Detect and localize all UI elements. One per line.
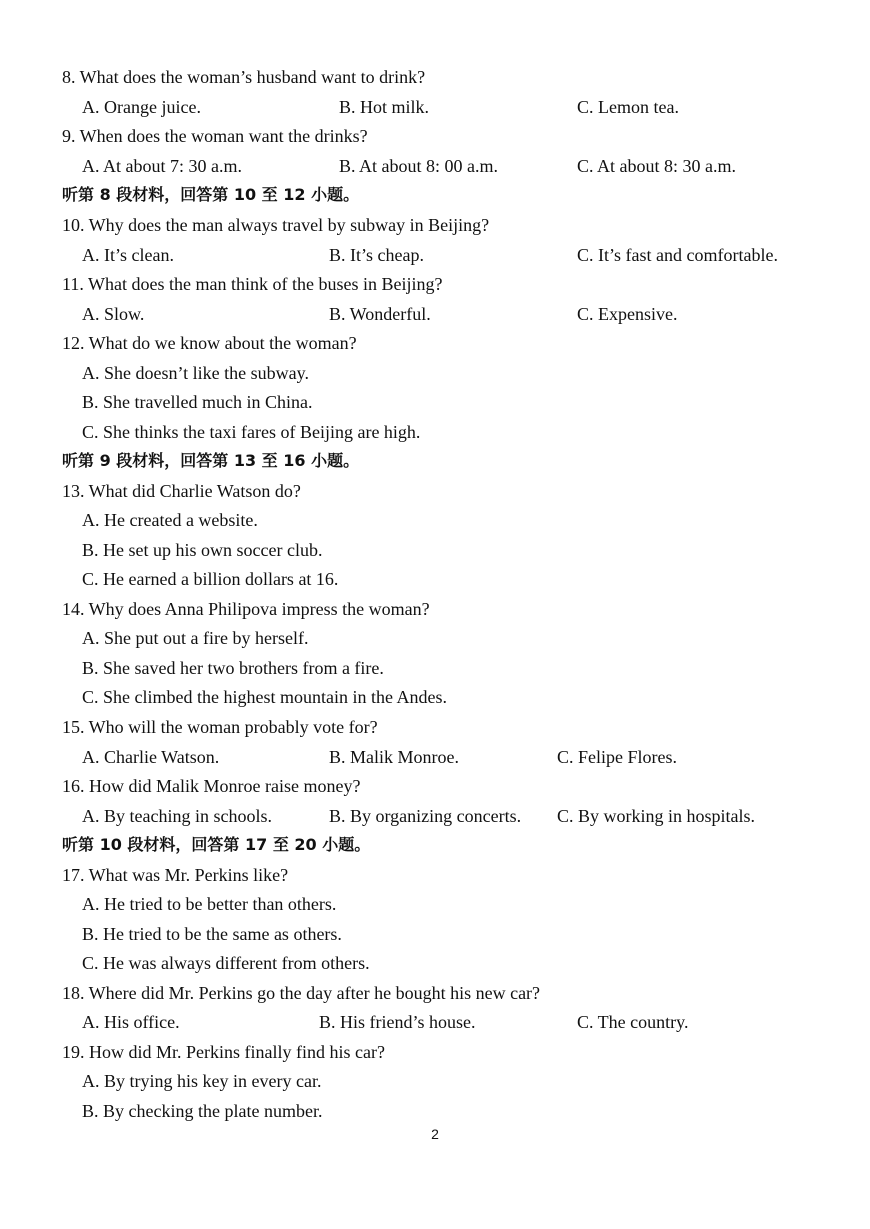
question-16-option-c: C. By working in hospitals. [557,806,756,826]
section-9-header: 听第 9 段材料，回答第 13 至 16 小题。 [62,451,360,470]
question-12-option-c: C. She thinks the taxi fares of Beijing are high. [82,422,421,442]
question-12-stem: 12. What do we know about the woman? [62,333,357,353]
question-9-stem: 9. When does the woman want the drinks? [62,126,368,146]
question-13-stem: 13. What did Charlie Watson do? [62,481,301,501]
section-8-header: 听第 8 段材料，回答第 10 至 12 小题。 [62,185,360,204]
question-8-option-b: B. Hot milk. [339,97,430,117]
question-8-stem: 8. What does the woman’s husband want to drink? [62,67,426,87]
question-12-option-b: B. She travelled much in China. [82,392,313,412]
question-8-option-c: C. Lemon tea. [577,97,679,117]
question-18-option-a: A. His office. [82,1012,180,1032]
question-16-stem: 16. How did Malik Monroe raise money? [62,776,361,796]
question-8-option-a: A. Orange juice. [82,97,201,117]
question-18-stem: 18. Where did Mr. Perkins go the day after he bought his new car? [62,983,541,1003]
question-15-option-a: A. Charlie Watson. [82,747,220,767]
question-13-option-a: A. He created a website. [82,510,258,530]
question-18-option-b: B. His friend’s house. [319,1012,476,1032]
question-17-stem: 17. What was Mr. Perkins like? [62,865,289,885]
question-13-option-b: B. He set up his own soccer club. [82,540,323,560]
question-16-option-a: A. By teaching in schools. [82,806,272,826]
question-15-option-c: C. Felipe Flores. [557,747,677,767]
question-15-stem: 15. Who will the woman probably vote for? [62,717,378,737]
question-9-option-a: A. At about 7: 30 a.m. [82,156,242,176]
question-13-option-c: C. He earned a billion dollars at 16. [82,569,339,589]
question-10-option-a: A. It’s clean. [82,245,174,265]
question-14-option-a: A. She put out a fire by herself. [82,628,309,648]
question-9-option-c: C. At about 8: 30 a.m. [577,156,736,176]
question-11-option-c: C. Expensive. [577,304,678,324]
question-19-stem: 19. How did Mr. Perkins finally find his car? [62,1042,385,1062]
question-17-option-b: B. He tried to be the same as others. [82,924,342,944]
question-11-option-a: A. Slow. [82,304,145,324]
page-number: 2 [431,1126,439,1142]
question-18-option-c: C. The country. [577,1012,689,1032]
question-14-stem: 14. Why does Anna Philipova impress the woman? [62,599,430,619]
question-12-option-a: A. She doesn’t like the subway. [82,363,309,383]
question-15-option-b: B. Malik Monroe. [329,747,459,767]
question-14-option-c: C. She climbed the highest mountain in the Andes. [82,687,447,707]
question-17-option-a: A. He tried to be better than others. [82,894,337,914]
question-10-option-b: B. It’s cheap. [329,245,424,265]
question-11-option-b: B. Wonderful. [329,304,431,324]
question-11-stem: 11. What does the man think of the buses in Beijing? [62,274,443,294]
question-17-option-c: C. He was always different from others. [82,953,370,973]
question-10-stem: 10. Why does the man always travel by subway in Beijing? [62,215,490,235]
question-10-option-c: C. It’s fast and comfortable. [577,245,778,265]
question-16-option-b: B. By organizing concerts. [329,806,522,826]
question-19-option-a: A. By trying his key in every car. [82,1071,322,1091]
section-10-header: 听第 10 段材料，回答第 17 至 20 小题。 [62,835,371,854]
question-19-option-b: B. By checking the plate number. [82,1101,323,1121]
question-9-option-b: B. At about 8: 00 a.m. [339,156,498,176]
question-14-option-b: B. She saved her two brothers from a fire. [82,658,384,678]
